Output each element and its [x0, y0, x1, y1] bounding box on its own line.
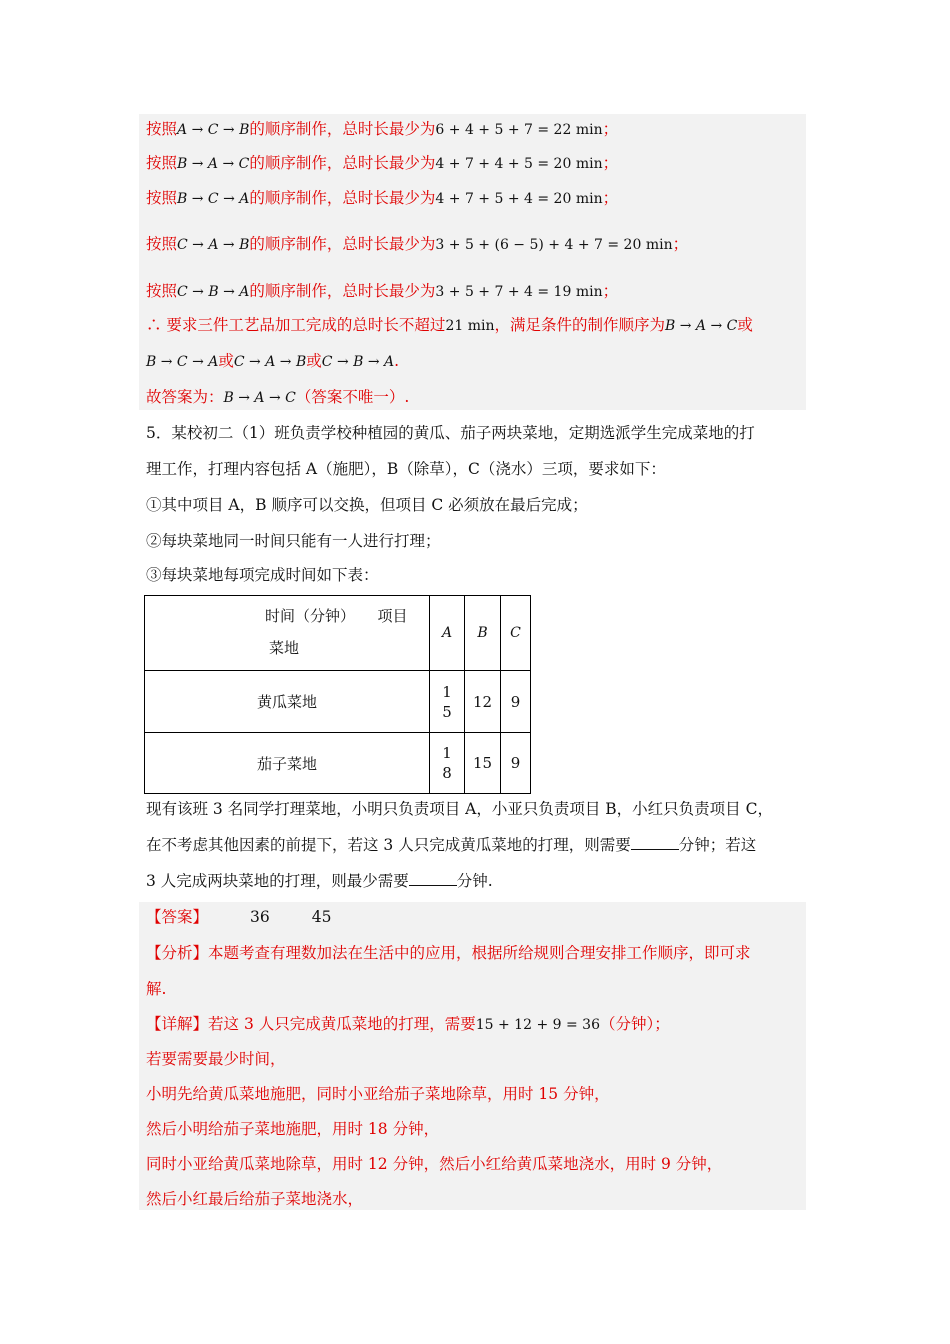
formula: 21 min — [445, 318, 495, 334]
sequence: B → A → C — [665, 318, 738, 334]
answer-blank[interactable] — [409, 871, 457, 886]
formula: 15 + 12 + 9 = 36 — [475, 1017, 600, 1033]
row-name: 黄瓜菜地 — [145, 671, 430, 733]
formula: 3 + 5 + (6 − 5) + 4 + 7 = 20 min — [435, 237, 673, 253]
cell-c: 9 — [501, 671, 531, 733]
analysis-line — [146, 943, 751, 963]
problem-line-2: 理工作，打理内容包括 A（施肥），B（除草），C（浇水）三项，要求如下： — [146, 460, 666, 478]
text: ，满足条件的制作顺序为 — [494, 316, 665, 334]
header-top: 时间（分钟） 项目 — [265, 607, 408, 625]
sequence: C → B → A — [321, 354, 395, 370]
col-a: A — [430, 596, 465, 671]
text: 的顺序制作，总时长最少为 — [249, 189, 436, 207]
text: 若这 3 人只完成黄瓜菜地的打理，需要 — [208, 1015, 476, 1033]
text: 在不考虑其他因素的前提下，若这 3 人只完成黄瓜菜地的打理，则需要 — [146, 836, 631, 854]
text: 故答案为： — [146, 388, 224, 406]
cell-a — [430, 671, 465, 733]
text: ∴ 要求三件工艺品加工完成的总时长不超过 — [146, 316, 446, 334]
problem-line-1: 5．某校初二（1）班负责学校种植园的黄瓜、茄子两块菜地，定期选派学生完成菜地的打 — [146, 424, 755, 442]
problem-line-3: ①其中项目 A，B 顺序可以交换，但项目 C 必须放在最后完成； — [146, 496, 588, 514]
cell-b: 12 — [465, 671, 501, 733]
row-name: 茄子菜地 — [145, 733, 430, 794]
solution-line-4 — [146, 234, 688, 255]
header-bottom: 菜地 — [269, 639, 300, 657]
sequence: C → A → B — [177, 237, 250, 253]
detail-line — [146, 1014, 670, 1035]
text: 按照 — [146, 189, 178, 207]
problem-line-8 — [146, 871, 493, 891]
answer-label: 【答案】 — [146, 908, 209, 926]
sequence: C → A → B — [233, 354, 307, 370]
text: 按照 — [146, 282, 178, 300]
cell-c: 9 — [501, 733, 531, 794]
col-b: B — [465, 596, 501, 671]
text: ； — [602, 154, 619, 172]
formula: 4 + 7 + 4 + 5 = 20 min — [435, 156, 603, 172]
solution-line-3 — [146, 188, 618, 209]
text: 的顺序制作，总时长最少为 — [249, 282, 436, 300]
answer-line — [146, 907, 331, 927]
answer-blank[interactable] — [631, 835, 679, 850]
formula: 3 + 5 + 7 + 4 = 19 min — [435, 284, 603, 300]
detail-line-6: 然后小红最后给茄子菜地浇水， — [146, 1190, 364, 1208]
text: 或 — [737, 316, 753, 334]
text: ； — [602, 282, 619, 300]
text: 分钟；若这 — [678, 836, 757, 854]
solution-line-5 — [146, 281, 618, 302]
text: 按照 — [146, 120, 178, 138]
time-table — [144, 595, 531, 794]
cell-a-digit: 8 — [442, 764, 452, 782]
solution-line-6 — [146, 315, 753, 336]
text: 或 — [306, 352, 322, 370]
text: （分钟）； — [599, 1015, 670, 1033]
text: 3 人完成两块菜地的打理，则最少需要 — [146, 872, 409, 890]
answer-value: 36 — [250, 908, 270, 926]
analysis-line-2: 解. — [146, 980, 167, 998]
text: 分钟. — [456, 872, 493, 890]
sequence: B → A → C — [177, 156, 250, 172]
detail-label: 【详解】 — [146, 1015, 209, 1033]
text: 按照 — [146, 154, 178, 172]
detail-line-2: 若要需要最少时间， — [146, 1050, 286, 1068]
analysis-label: 【分析】 — [146, 944, 209, 962]
solution-line-2 — [146, 153, 618, 174]
formula: 6 + 4 + 5 + 7 = 22 min — [435, 122, 603, 138]
sequence: B → C → A — [146, 354, 219, 370]
text: ； — [602, 189, 619, 207]
table-header-cell — [145, 596, 430, 671]
cell-a-digit: 1 — [442, 682, 452, 701]
sequence: C → B → A — [177, 284, 250, 300]
sequence: B → C → A — [177, 191, 250, 207]
solution-line-1 — [146, 119, 618, 140]
text: 的顺序制作，总时长最少为 — [249, 120, 436, 138]
detail-line-3: 小明先给黄瓜菜地施肥，同时小亚给茄子菜地除草，用时 15 分钟， — [146, 1085, 610, 1103]
text: ； — [602, 120, 619, 138]
problem-line-7 — [146, 835, 756, 855]
problem-line-6: 现有该班 3 名同学打理菜地，小明只负责项目 A，小亚只负责项目 B，小红只负责项目 C， — [146, 800, 773, 818]
solution-line-7 — [146, 351, 399, 372]
detail-line-4: 然后小明给茄子菜地施肥，用时 18 分钟， — [146, 1120, 440, 1138]
problem-line-4: ②每块菜地同一时间只能有一人进行打理； — [146, 532, 441, 550]
table-row — [145, 733, 531, 794]
cell-a-digit: 1 — [442, 744, 452, 762]
text: 的顺序制作，总时长最少为 — [249, 154, 436, 172]
text: 或 — [218, 352, 234, 370]
text: ； — [672, 235, 689, 253]
text: . — [394, 352, 400, 370]
text: （答案不唯一）. — [295, 388, 410, 406]
detail-line-5: 同时小亚给黄瓜菜地除草，用时 12 分钟，然后小红给黄瓜菜地浇水，用时 9 分钟， — [146, 1155, 723, 1173]
analysis-text: 本题考查有理数加法在生活中的应用，根据所给规则合理安排工作顺序，即可求 — [208, 944, 751, 962]
col-c: C — [501, 596, 531, 671]
problem-line-5: ③每块菜地每项完成时间如下表： — [146, 566, 379, 584]
sequence: A → C → B — [177, 122, 250, 138]
cell-a — [430, 733, 465, 794]
text: 的顺序制作，总时长最少为 — [249, 235, 436, 253]
text: 按照 — [146, 235, 178, 253]
cell-a-digit: 5 — [442, 702, 452, 721]
sequence: B → A → C — [223, 390, 296, 406]
cell-b: 15 — [465, 733, 501, 794]
formula: 4 + 7 + 5 + 4 = 20 min — [435, 191, 603, 207]
answer-value: 45 — [311, 908, 332, 926]
solution-line-8 — [146, 387, 409, 408]
table-row — [145, 671, 531, 733]
